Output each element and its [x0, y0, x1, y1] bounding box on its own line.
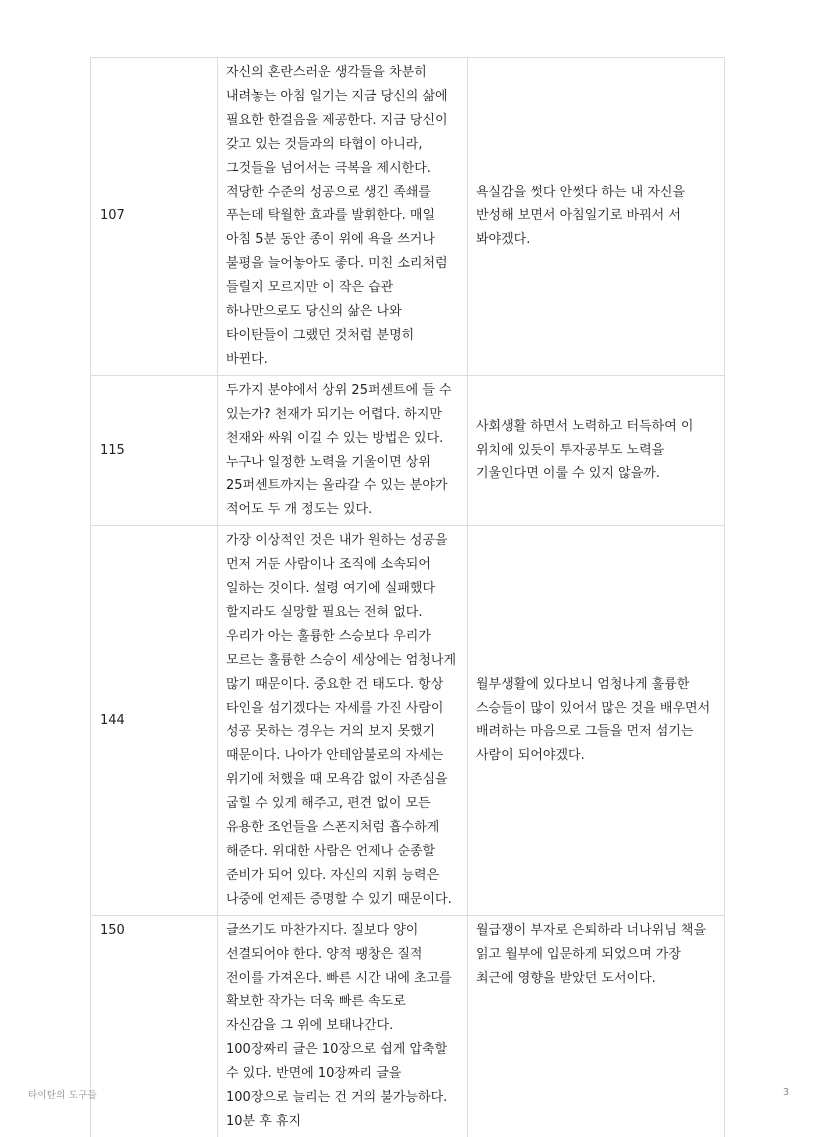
thought-cell: 욕실감을 썻다 안썻다 하는 내 자신을 반성해 보면서 아침일기로 바꿔서 서 봐야겠다. — [468, 58, 725, 376]
footer-page-number: 3 — [782, 1087, 789, 1098]
quote-cell: 두가지 분야에서 상위 25퍼센트에 들 수 있는가? 천재가 되기는 어렵다. 하지만 천재와 싸워 이길 수 있는 방법은 있다. 누구나 일정한 노력을 기울이면 상위 25퍼센트까지는 올라갈 수 있는 분야가 적어도 두 개 정도는 있다. — [218, 375, 468, 525]
notes-table-container — [90, 57, 726, 1129]
page-number-cell: 107 — [91, 58, 218, 376]
page-number-cell: 144 — [91, 526, 218, 916]
page-number-cell: 115 — [91, 375, 218, 525]
table-row — [91, 58, 725, 376]
quote-cell: 글쓰기도 마찬가지다. 질보다 양이 선결되어야 한다. 양적 팽창은 질적 전이를 가져온다. 빠른 시간 내에 초고를 확보한 작가는 더욱 빠른 속도로 자신감을 그 위에 보태나간다. 100장짜리 글은 10장으로 쉽게 압축할 수 있다. 반면에 10장짜리 글을 100장으로 늘리는 건 거의 불가능하다. 10분 후 휴지 — [218, 915, 468, 1137]
thought-cell: 사회생활 하면서 노력하고 터득하여 이 위치에 있듯이 투자공부도 노력을 기울인다면 이룰 수 있지 않을까. — [468, 375, 725, 525]
table-row — [91, 526, 725, 916]
quote-cell: 가장 이상적인 것은 내가 원하는 성공을 먼저 거둔 사람이나 조직에 소속되어 일하는 것이다. 설령 여기에 실패했다 할지라도 실망할 필요는 전혀 없다. 우리가 아는 훌륭한 스승보다 우리가 모르는 훌륭한 스승이 세상에는 엄청나게 많기 때문이다. 중요한 건 태도다. 항상 타인을 섬기겠다는 자세를 가진 사람이 성공 못하는 경우는 거의 보지 못했기 때문이다. 나아가 안테암불로의 자세는 위기에 처했을 때 모욕감 없이 자존심을 굽힐 수 있게 해주고, 편견 없이 모든 유용한 조언들을 스폰지처럼 흡수하게 해준다. 위대한 사람은 언제나 순종할 준비가 되어 있다. 자신의 지휘 능력은 나중에 언제든 증명할 수 있기 때문이다. — [218, 526, 468, 916]
table-row — [91, 375, 725, 525]
quote-cell: 자신의 혼란스러운 생각들을 차분히 내려놓는 아침 일기는 지금 당신의 삶에 필요한 한걸음을 제공한다. 지금 당신이 갖고 있는 것들과의 타협이 아니라, 그것들을 넘어서는 극복을 제시한다. 적당한 수준의 성공으로 생긴 족쇄를 푸는데 탁월한 효과를 발휘한다. 매일 아침 5분 동안 종이 위에 욕을 쓰거나 불평을 늘어놓아도 좋다. 미친 소리처럼 들릴지 모르지만 이 작은 습관 하나만으로도 당신의 삶은 나와 타이탄들이 그랬던 것처럼 분명히 바뀐다. — [218, 58, 468, 376]
reading-notes-table — [90, 57, 725, 1137]
thought-cell: 월부생활에 있다보니 엄청나게 훌륭한 스승들이 많이 있어서 많은 것을 배우면서 배려하는 마음으로 그들을 먼저 섬기는 사람이 되어야겠다. — [468, 526, 725, 916]
table-row — [91, 915, 725, 1137]
page-number-cell: 150 — [91, 915, 218, 1137]
footer-document-title: 타이탄의 도구들 — [28, 1090, 97, 1101]
thought-cell: 월급쟁이 부자로 은퇴하라 너나위님 책을 읽고 월부에 입문하게 되었으며 가장 최근에 영향을 받았던 도서이다. — [468, 915, 725, 1137]
